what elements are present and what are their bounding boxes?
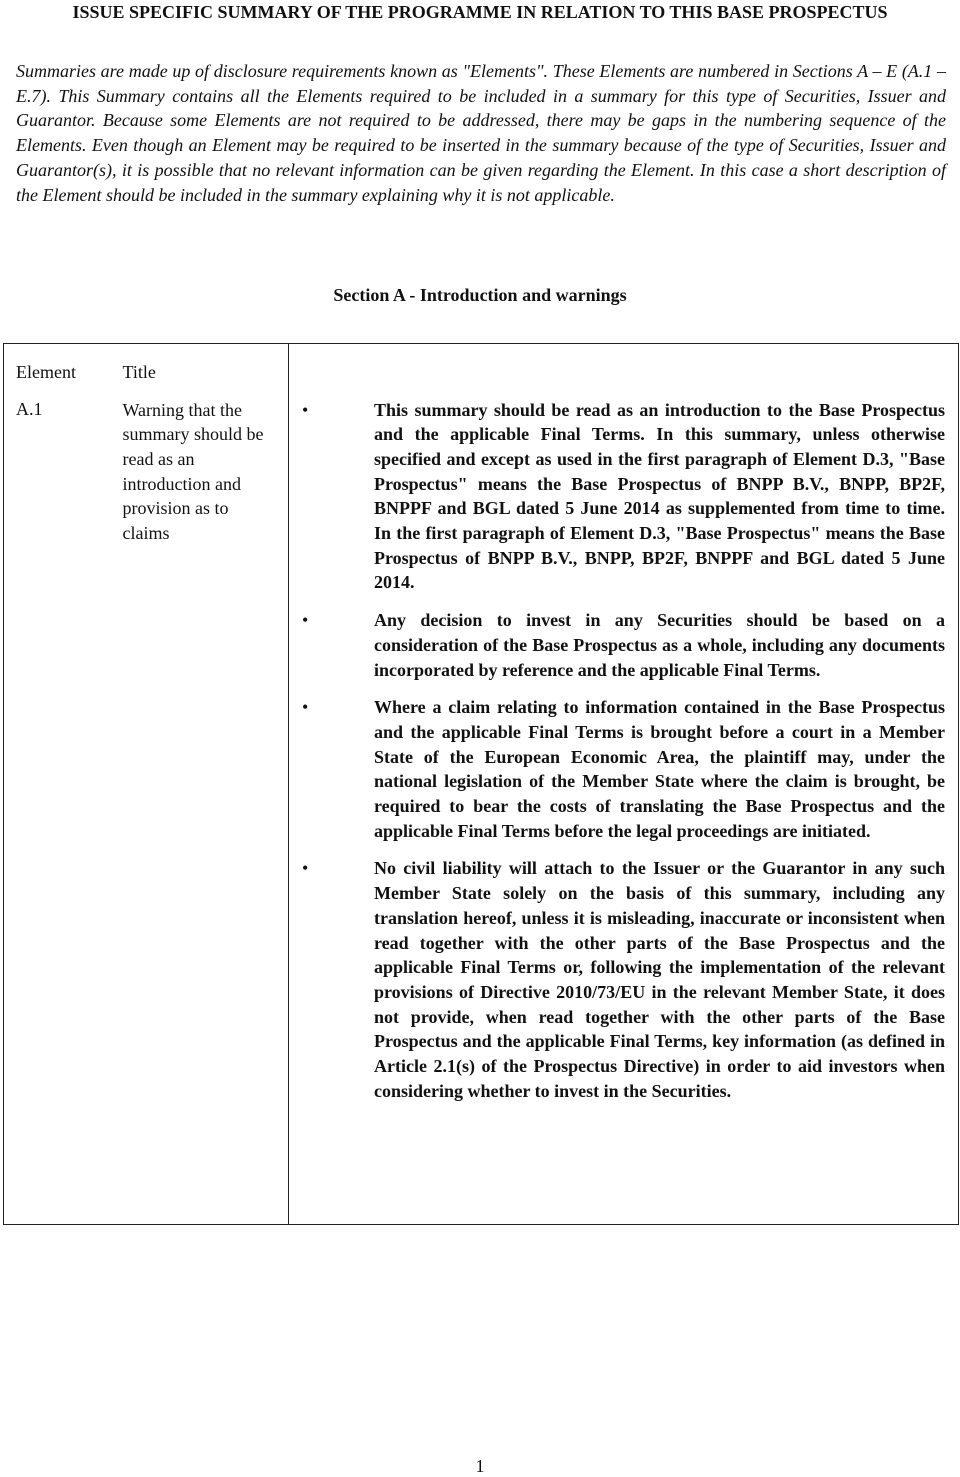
title-cell bbox=[109, 384, 289, 1225]
list-item bbox=[289, 608, 945, 682]
intro-paragraph: Summaries are made up of disclosure requirements known as "Elements". These Elements are numbered in Sections A – E (A.1 – E.7). This Summary contains all the Elements required to be included in a summary for this type of Securities, Issuer and Guarantor. Because some Elements are not required to be addressed, there may be gaps in the numbering sequence of the Elements. Even though an Element may be required to be inserted in the summary because of the type of Securities, Issuer and Guarantor(s), it is possible that no relevant information can be given regarding the Element. In this case a short description of the Element should be included in the summary explaining why it is not applicable. bbox=[16, 61, 946, 205]
element-cell bbox=[4, 384, 109, 1225]
header-element-cell bbox=[4, 344, 109, 384]
bullet-icon: • bbox=[302, 858, 309, 879]
content-cell bbox=[289, 384, 959, 1225]
bullet-list bbox=[289, 384, 958, 1104]
bullet-icon: • bbox=[302, 399, 309, 420]
page-number: 1 bbox=[475, 1456, 485, 1476]
element-code: A.1 bbox=[16, 398, 43, 419]
list-item bbox=[289, 695, 945, 843]
bullet-icon: • bbox=[302, 697, 309, 718]
header-title-cell bbox=[109, 344, 289, 384]
header-content-cell bbox=[289, 344, 959, 384]
list-item bbox=[289, 856, 945, 1103]
table-row bbox=[4, 384, 959, 1225]
header-title-label: Title bbox=[122, 362, 156, 382]
bullet-text: No civil liability will attach to the Issuer or the Guarantor in any such Member State solely on the basis of this summary, including any translation hereof, unless it is misleading, inaccurate or inconsistent when read together with the other parts of the Base Prospectus and the applicable Final Terms or, following the implementation of the relevant provisions of Directive 2010/73/EU in the relevant Member State, it does not provide, when read together with the other parts of the Base Prospectus and the applicable Final Terms, key information (as defined in Article 2.1(s) of the Prospectus Directive) in order to aid investors when considering whether to invest in the Securities. bbox=[374, 858, 945, 1101]
element-title: Warning that the summary should be read as an introduction and provision as to claims bbox=[122, 399, 264, 544]
page-title: ISSUE SPECIFIC SUMMARY OF THE PROGRAMME IN RELATION TO THIS BASE PROSPECTUS bbox=[72, 2, 888, 22]
header-element-label: Element bbox=[16, 362, 76, 382]
bullet-icon: • bbox=[302, 610, 309, 631]
bullet-text: Any decision to invest in any Securities should be based on a consideration of the Base Prospectus as a whole, including any documents incorporated by reference and the applicable Final Terms. bbox=[374, 610, 945, 680]
table-header-row bbox=[4, 344, 959, 384]
section-heading: Section A - Introduction and warnings bbox=[333, 285, 627, 305]
summary-table bbox=[3, 343, 959, 1225]
list-item bbox=[289, 398, 945, 596]
bullet-text: Where a claim relating to information contained in the Base Prospectus and the applicable Final Terms is brought before a court in a Member State of the European Economic Area, the plaintiff may, under the national legislation of the Member State where the claim is brought, be required to bear the costs of translating the Base Prospectus and the applicable Final Terms before the legal proceedings are initiated. bbox=[374, 697, 945, 841]
bullet-text: This summary should be read as an introduction to the Base Prospectus and the applicable Final Terms. In this summary, unless otherwise specified and except as used in the first paragraph of Element D.3, "Base Prospectus" means the Base Prospectus of BNPP B.V., BNPP, BP2F, BNPPF and BGL dated 5 June 2014 as supplemented from time to time. In the first paragraph of Element D.3, "Base Prospectus" means the Base Prospectus of BNPP B.V., BNPP, BP2F, BNPPF and BGL dated 5 June 2014. bbox=[374, 399, 945, 593]
